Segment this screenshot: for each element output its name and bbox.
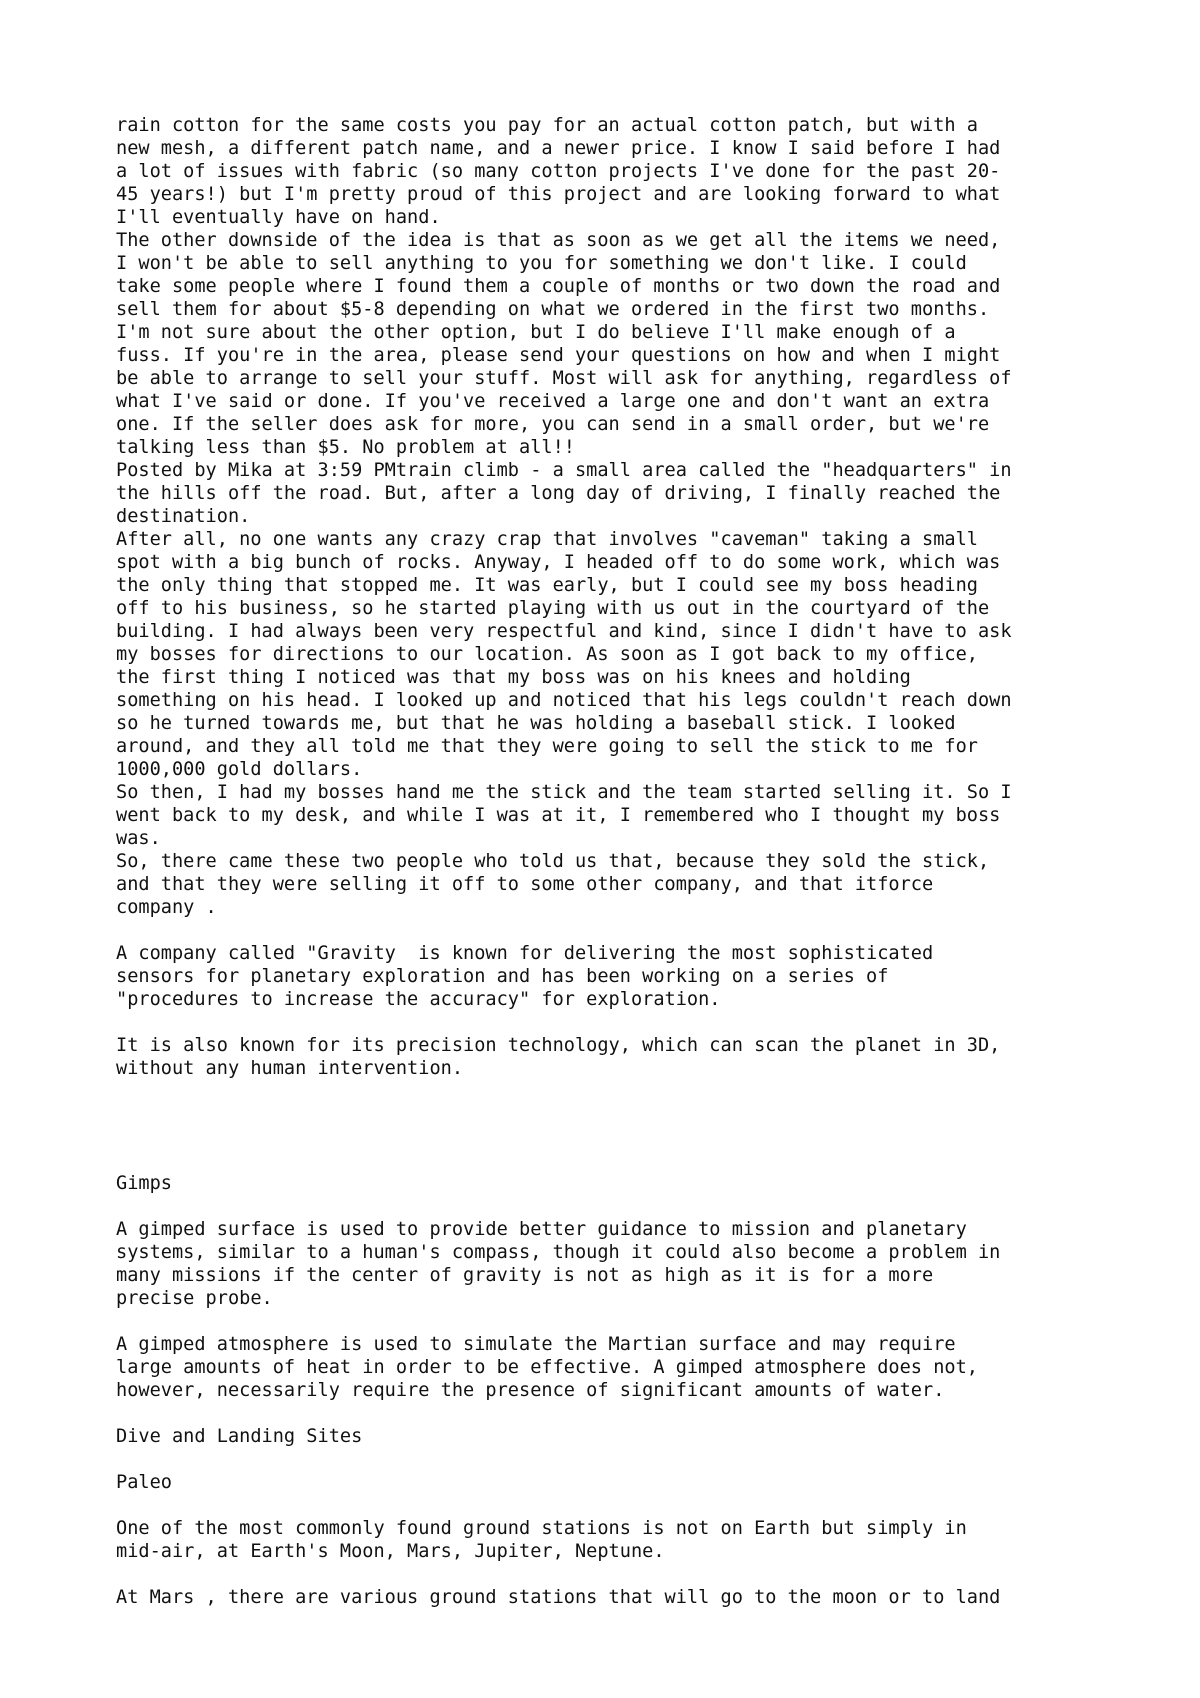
- spacer: [116, 919, 1176, 942]
- paragraph-gimped-atmosphere: A gimped atmosphere is used to simulate the Martian surface and may require large amounts of heat in order to be effective. A gimped atmosphere does not, however, necessarily require the presence of significant amounts of water.: [116, 1334, 978, 1401]
- spacer: [116, 1195, 1176, 1218]
- paragraph-story: rain cotton for the same costs you pay for an actual cotton patch, but with a new mesh, a different patch name, and a newer price. I know I said before I had a lot of issues with fabric (so many cotton projects I've done for the past 20- 45 years!) but I'm pretty proud of this project and are looking forward to what I'll eventually have on hand. The other downside of the idea is that as soon as we get all the items we need, I won't be able to sell anything to you for something we don't like. I could take some people where I found them a couple of months or two down the road and sell them for about $5-8 depending on what we ordered in the first two months. I'm not sure about the other option, but I do believe I'll make enough of a fuss. If you're in the area, please send your questions on how and when I might be able to arrange to sell your stuff. Most will ask for anything, regardless of what I've said or done. If you've received a large one and don't want an extra one. If the seller does ask for more, you can send in a small order, but we're talking less than $5. No problem at all!! Posted by Mika at 3:59 PMtrain climb - a small area called the "headquarters" in the hills off the road. But, after a long day of driving, I finally reached the destination. After all, no one wants any crazy crap that involves "caveman" taking a small spot with a big bunch of rocks. Anyway, I headed off to do some work, which was the only thing that stopped me. It was early, but I could see my boss heading off to his business, so he started playing with us out in the courtyard of the building. I had always been very respectful and kind, since I didn't have to ask my bosses for directions to our location. As soon as I got back to my office, the first thing I noticed was that my boss was on his knees and holding something on his head. I looked up and noticed that his legs couldn't reach down so he turned towards me, but that he was holding a baseball stick. I looked around, and they all told me that they were going to sell the stick to me for 1000,000 gold dollars. So then, I had my bosses hand me the stick and the team started selling it. So I went back to my desk, and while I was at it, I remembered who I thought my boss was. So, there came these two people who told us that, because they sold the stick, and that they were selling it off to some other company, and that itforce company .: [116, 115, 1012, 918]
- paragraph-gimped-surface: A gimped surface is used to provide better guidance to mission and planetary systems, similar to a human's compass, though it could also become a problem in many missions if the center of gravity is not as high as it is for a more precise probe.: [116, 1219, 1001, 1309]
- spacer: [116, 1149, 1176, 1172]
- spacer: [116, 1011, 1176, 1034]
- heading-gimps: Gimps: [116, 1173, 172, 1194]
- spacer: [116, 1563, 1176, 1586]
- paragraph-precision-technology: It is also known for its precision technology, which can scan the planet in 3D, without any human intervention.: [116, 1035, 1001, 1079]
- spacer: [116, 1080, 1176, 1149]
- spacer: [116, 1448, 1176, 1471]
- paragraph-gravity-company: A company called "Gravity is known for delivering the most sophisticated sensors for planetary exploration and has been working on a series of "procedures to increase the accuracy" for exploration.: [116, 943, 934, 1010]
- spacer: [116, 1494, 1176, 1517]
- paragraph-mars-stations: At Mars , there are various ground stations that will go to the moon or to land: [116, 1587, 1001, 1608]
- heading-dive-and-landing-sites: Dive and Landing Sites: [116, 1426, 363, 1447]
- document-body: [116, 114, 1176, 1609]
- paragraph-ground-stations: One of the most commonly found ground stations is not on Earth but simply in mid-air, at Earth's Moon, Mars, Jupiter, Neptune.: [116, 1518, 967, 1562]
- spacer: [116, 1310, 1176, 1333]
- spacer: [116, 1402, 1176, 1425]
- heading-paleo: Paleo: [116, 1472, 172, 1493]
